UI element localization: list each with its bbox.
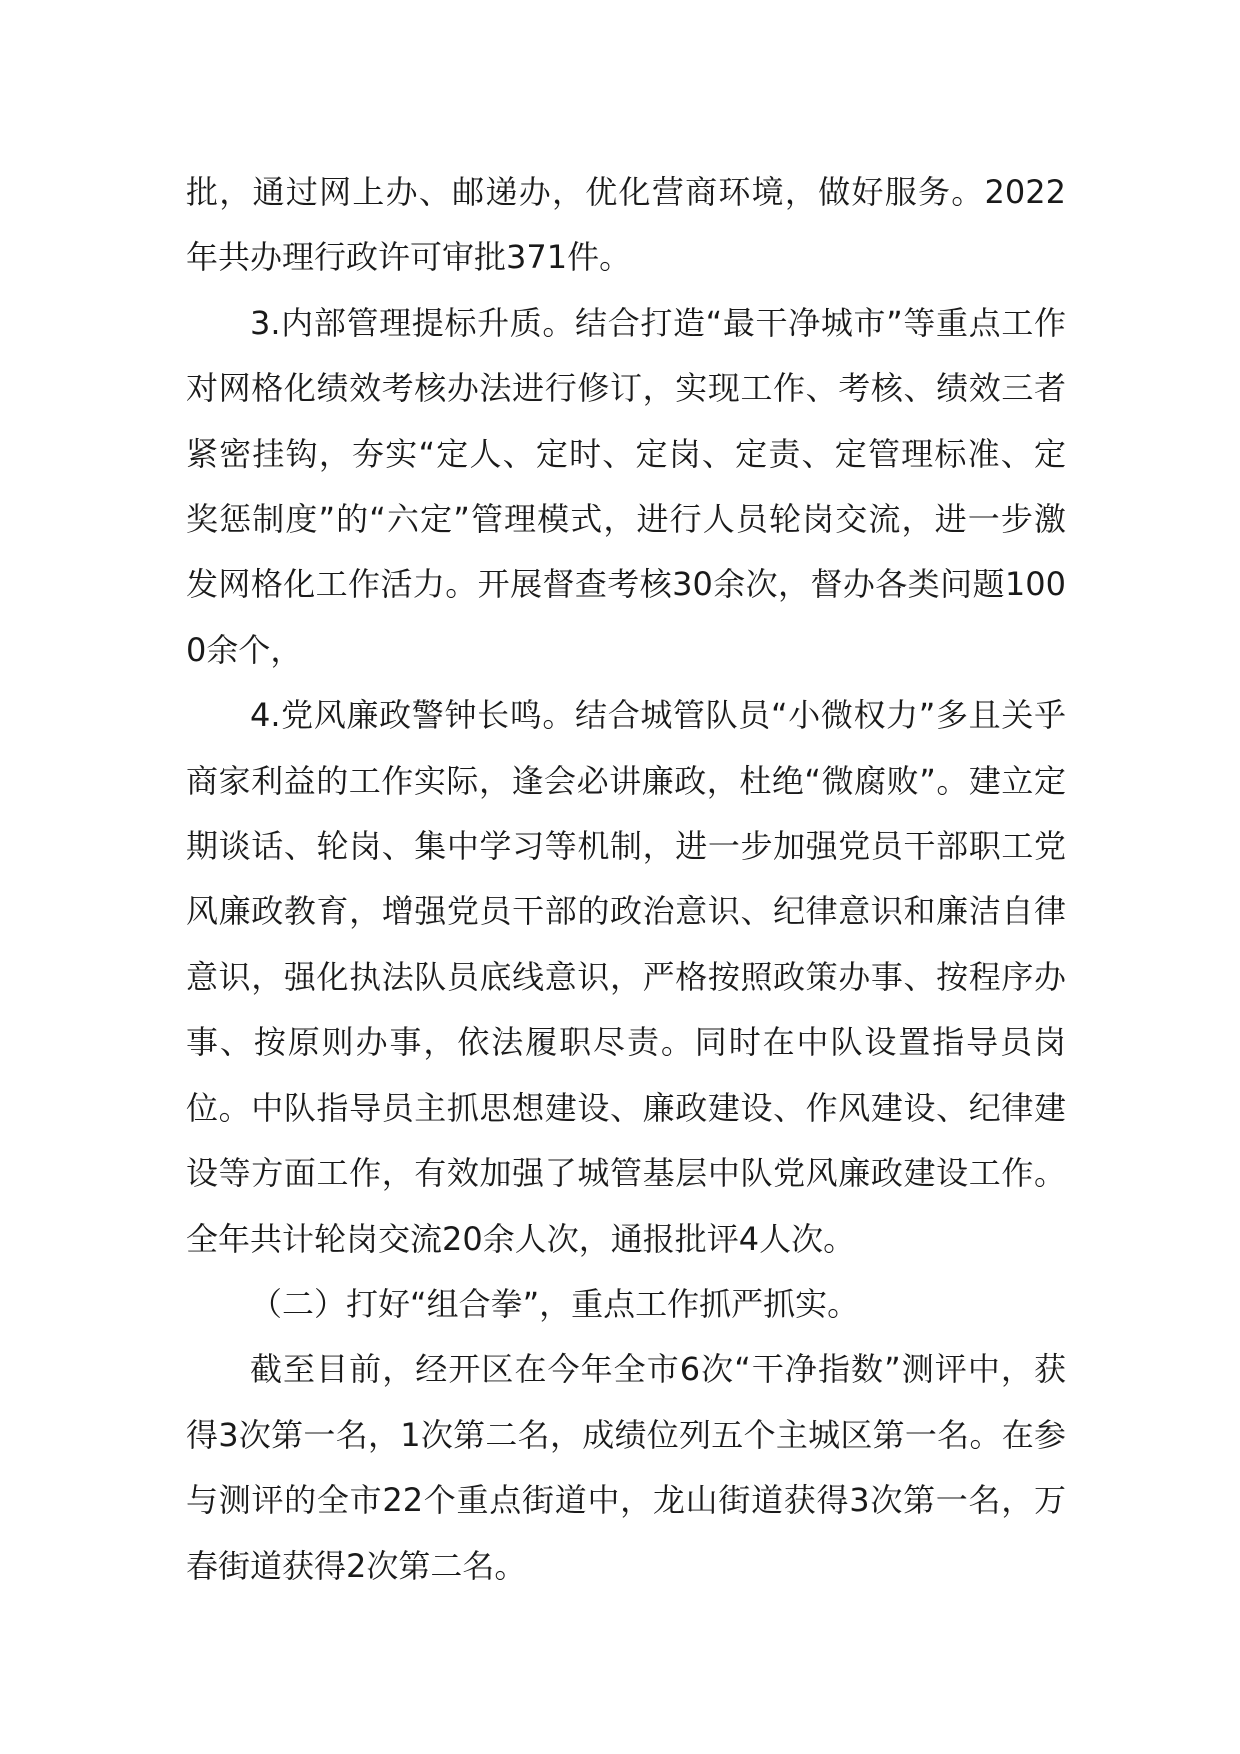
paragraph-internal-management: 3.内部管理提标升质。结合打造“最干净城市”等重点工作对网格化绩效考核办法进行修订，实现工作、考核、绩效三者紧密挂钩，夯实“定人、定时、定岗、定责、定管理标准、定奖惩制度”的“六定”管理模式，进行人员轮岗交流，进一步激发网格化工作活力。开展督查考核30余次，督办各类问题1000余个， (186, 303, 1066, 669)
paragraph-continuation: 批，通过网上办、邮递办，优化营商环境，做好服务。2022年共办理行政许可审批371件。 (186, 173, 1066, 277)
paragraph-integrity-warning: 4.党风廉政警钟长鸣。结合城管队员“小微权力”多且关乎商家利益的工作实际，逢会必讲廉政，杜绝“微腐败”。建立定期谈话、轮岗、集中学习等机制，进一步加强党员干部职工党风廉政教育，增强党员干部的政治意识、纪律意识和廉洁自律意识，强化执法队员底线意识，严格按照政策办事、按程序办事、按原则办事，依法履职尽责。同时在中队设置指导员岗位。中队指导员主抓思想建设、廉政建设、作风建设、纪律建设等方面工作，有效加强了城管基层中队党风廉政建设工作。全年共计轮岗交流20余人次，通报批评4人次。 (186, 696, 1066, 1258)
paragraph-cleanliness-index: 截至目前，经开区在今年全市6次“干净指数”测评中，获得3次第一名，1次第二名，成绩位列五个主城区第一名。在参与测评的全市22个重点街道中，龙山街道获得3次第一名，万春街道获得2次第二名。 (186, 1350, 1066, 1585)
section-heading-combination: （二）打好“组合拳”，重点工作抓严抓实。 (250, 1284, 860, 1323)
document-body (186, 160, 1066, 1599)
